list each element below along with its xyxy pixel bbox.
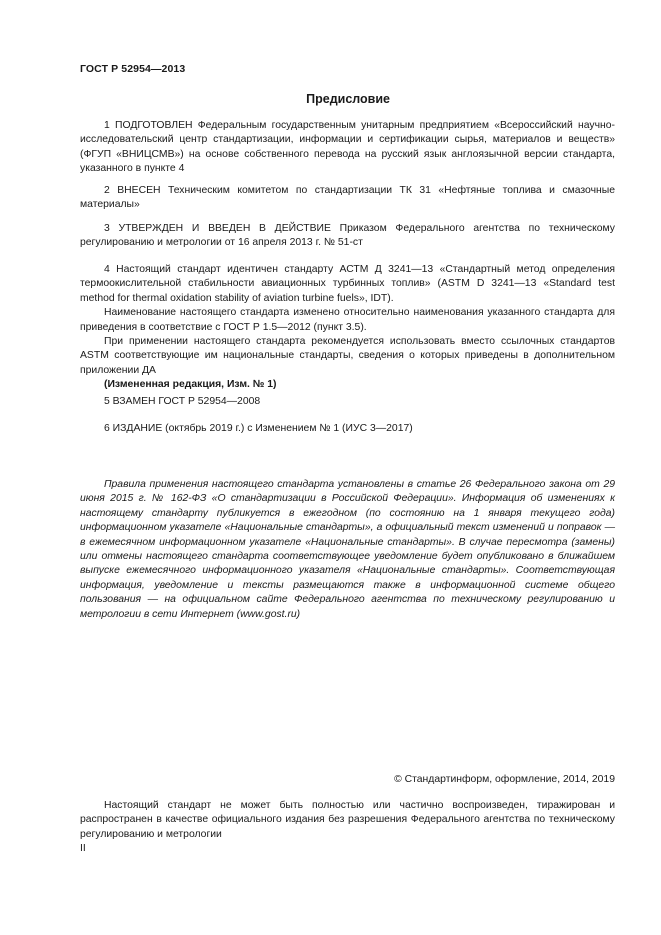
- item-4-name-note: Наименование настоящего стандарта изменено относительно наименования указанного стандарта для приведения в соответствие с ГОСТ Р 1.5—2012 (пункт 3.5).: [80, 307, 615, 333]
- item-4-usage-note: При применении настоящего стандарта рекомендуется использовать вместо ссылочных стандартов ASTM соответствующие им национальные стандарты, сведения о которых приведены в дополнительном приложении ДА: [80, 336, 615, 376]
- rules-note-text: Правила применения настоящего стандарта установлены в статье 26 Федерального закона от 29 июня 2015 г. № 162-ФЗ «О стандартизации в Российской Федерации». Информация об изменениях к настоящему стандарту публикуется в ежегодном (по состоянию на 1 января текущего года) информационном указателе «Национальные стандарты», а официальный текст изменений и поправок — в ежемесячном информационном указателе «Национальные стандарты». В случае пересмотра (замены) или отмены настоящего стандарта соответствующее уведомление будет опубликовано в ближайшем выпуске ежемесячного информационного указателя «Национальные стандарты». Соответствующая информация, уведомление и тексты размещаются также в информационной системе общего пользования — на официальном сайте Федерального агентства по техническому регулированию и метрологии в сети Интернет (www.gost.ru): [80, 479, 615, 620]
- item-5: [80, 395, 615, 409]
- item-1: [80, 119, 615, 177]
- item-2: [80, 184, 615, 213]
- rules-note: [80, 478, 615, 622]
- reproduction-note: [80, 799, 615, 842]
- item-3: [80, 222, 615, 251]
- item-1-text: 1 ПОДГОТОВЛЕН Федеральным государственным унитарным предприятием «Всероссийский научно-исследовательский центр стандартизации, информации и сертификации сырья, материалов и веществ» (ФГУП «ВНИЦСМВ») на основе собственного перевода на русский язык англоязычной версии стандарта, указанного в пункте 4: [80, 120, 615, 175]
- reproduction-note-text: Настоящий стандарт не может быть полностью или частично воспроизведен, тиражирован и распространен в качестве официального издания без разрешения Федерального агентства по техническому регулированию и метрологии: [80, 800, 615, 840]
- page-title-text: Предисловие: [306, 92, 390, 106]
- item-6-text: 6 ИЗДАНИЕ (октябрь 2019 г.) с Изменением № 1 (ИУС 3—2017): [104, 423, 413, 434]
- item-5-text: 5 ВЗАМЕН ГОСТ Р 52954—2008: [104, 396, 261, 407]
- item-6: [80, 422, 615, 436]
- copyright-line: © Стандартинформ, оформление, 2014, 2019: [394, 774, 615, 785]
- item-3-text: 3 УТВЕРЖДЕН И ВВЕДЕН В ДЕЙСТВИЕ Приказом Федерального агентства по техническому регулированию и метрологии от 16 апреля 2013 г. № 51-ст: [80, 223, 615, 249]
- page-number: II: [80, 843, 86, 854]
- item-2-text: 2 ВНЕСЕН Техническим комитетом по стандартизации ТК 31 «Нефтяные топлива и смазочные материалы»: [80, 185, 615, 211]
- item-4: [80, 263, 615, 393]
- item-4-amendment: (Измененная редакция, Изм. № 1): [104, 379, 277, 391]
- item-4-text: 4 Настоящий стандарт идентичен стандарту АСТМ Д 3241—13 «Стандартный метод определения термоокислительной стабильности авиационных турбинных топлив» (ASTM D 3241—13 «Standard test method for thermal oxidation stability of aviation turbine fuels», IDT).: [80, 264, 615, 304]
- document-header: ГОСТ Р 52954—2013: [80, 63, 186, 75]
- page-title: [80, 92, 615, 106]
